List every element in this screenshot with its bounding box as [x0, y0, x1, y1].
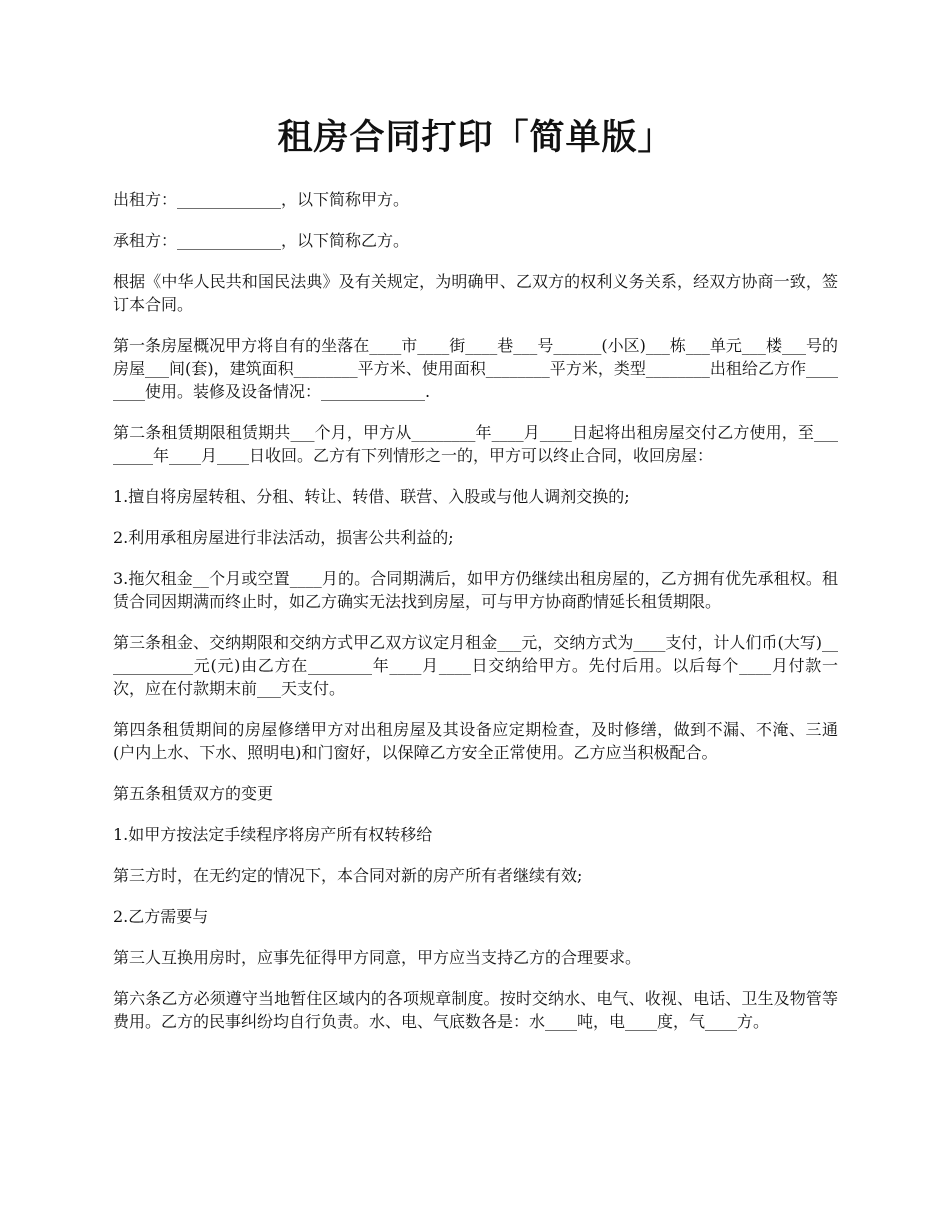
- paragraph-article-2-item-1: 1.擅自将房屋转租、分租、转让、转借、联营、入股或与他人调剂交换的;: [113, 487, 630, 506]
- paragraph-article-3: 第三条租金、交纳期限和交纳方式甲乙双方议定月租金___元，交纳方式为____支付，计人们币(大写)____________元(元)由乙方在________年____月____日交纳给甲方。先付后用。以后每个____月付款一次，应在付款期末前___天支付。: [113, 633, 838, 698]
- paragraph-lessor: 出租方：_____________，以下简称甲方。: [113, 190, 410, 209]
- paragraph-article-5-item-1-cont: 第三方时，在无约定的情况下，本合同对新的房产所有者继续有效;: [113, 866, 583, 885]
- paragraph-article-5-item-2-cont: 第三人互换用房时，应事先征得甲方同意，甲方应当支持乙方的合理要求。: [113, 948, 642, 967]
- paragraph-article-1: 第一条房屋概况甲方将自有的坐落在____市____街____巷___号______(小区)___栋___单元___楼___号的房屋___间(套)，建筑面积________平方米、使用面积________平方米，类型________出租给乙方作________使用。装修及设备情况：_____________.: [113, 336, 838, 401]
- document-title: 租房合同打印「简单版」: [277, 118, 674, 158]
- paragraph-article-2: 第二条租赁期限租赁期共___个月，甲方从________年____月____日起将出租房屋交付乙方使用，至________年____月____日收回。乙方有下列情形之一的，甲方可以终止合同，收回房屋：: [113, 423, 838, 465]
- paragraph-lessee: 承租方：_____________，以下简称乙方。: [113, 231, 410, 250]
- paragraph-article-2-item-3: 3.拖欠租金__个月或空置____月的。合同期满后，如甲方仍继续出租房屋的，乙方拥有优先承租权。租赁合同因期满而终止时，如乙方确实无法找到房屋，可与甲方协商酌情延长租赁期限。: [113, 569, 838, 611]
- paragraph-article-5-item-2: 2.乙方需要与: [113, 907, 209, 926]
- paragraph-article-6: 第六条乙方必须遵守当地暂住区域内的各项规章制度。按时交纳水、电气、收视、电话、卫生及物管等费用。乙方的民事纠纷均自行负责。水、电、气底数各是：水____吨，电____度，气____方。: [113, 989, 838, 1031]
- document-body: [113, 188, 838, 1033]
- paragraph-article-4: 第四条租赁期间的房屋修缮甲方对出租房屋及其设备应定期检查，及时修缮，做到不漏、不淹、三通(户内上水、下水、照明电)和门窗好，以保障乙方安全正常使用。乙方应当积极配合。: [113, 720, 838, 762]
- paragraph-article-5-item-1: 1.如甲方按法定手续程序将房产所有权转移给: [113, 825, 433, 844]
- paragraph-preamble: 根据《中华人民共和国民法典》及有关规定，为明确甲、乙双方的权利义务关系，经双方协商一致，签订本合同。: [113, 272, 838, 314]
- paragraph-article-5: 第五条租赁双方的变更: [113, 784, 274, 803]
- paragraph-article-2-item-2: 2.利用承租房屋进行非法活动，损害公共利益的;: [113, 528, 454, 547]
